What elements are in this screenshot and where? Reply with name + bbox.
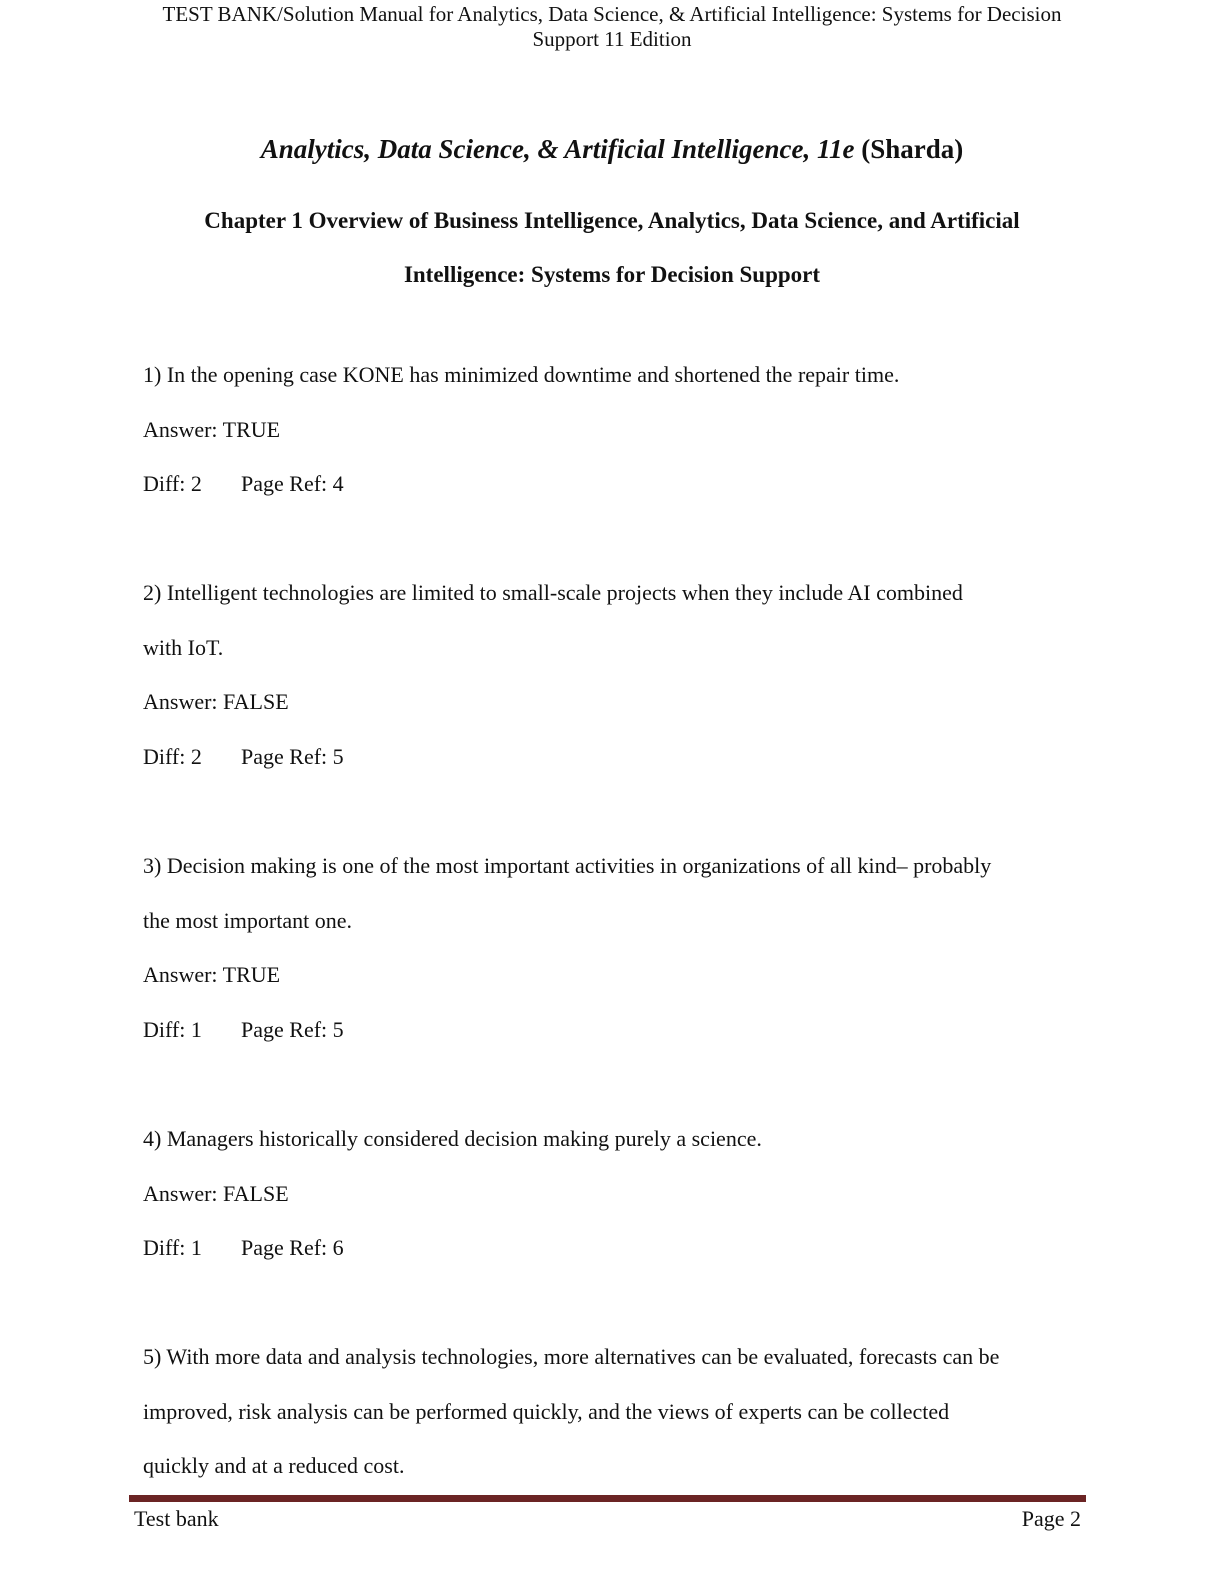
footer-divider xyxy=(129,1495,1086,1502)
page-header-line-1: TEST BANK/Solution Manual for Analytics, Data Science, & Artificial Intelligence: Systems for Decision xyxy=(162,2,1062,26)
book-title xyxy=(0,131,1224,167)
answer: Answer: TRUE xyxy=(143,416,281,442)
difficulty: Diff: 1 xyxy=(143,1235,202,1260)
page-reference: Page Ref: 5 xyxy=(241,743,344,769)
page-reference: Page Ref: 5 xyxy=(241,1016,344,1042)
question-text: 3) Decision making is one of the most important activities in organizations of all kind– probably xyxy=(143,853,992,878)
question-5 xyxy=(143,1330,1083,1494)
answer: Answer: FALSE xyxy=(143,689,289,714)
question-text: quickly and at a reduced cost. xyxy=(143,1453,405,1478)
difficulty: Diff: 1 xyxy=(143,1016,202,1042)
page-reference: Page Ref: 6 xyxy=(241,1235,344,1260)
question-4 xyxy=(143,1112,1083,1276)
page-header xyxy=(0,2,1224,52)
question-text: the most important one. xyxy=(143,907,352,933)
question-1 xyxy=(143,348,1083,512)
answer: Answer: TRUE xyxy=(143,962,281,987)
footer-label: Test bank xyxy=(134,1506,219,1531)
chapter-heading-line-1: Chapter 1 Overview of Business Intelligence, Analytics, Data Science, and Artificial xyxy=(204,208,1020,233)
question-meta xyxy=(143,1221,1083,1276)
question-meta xyxy=(143,457,1083,512)
question-meta xyxy=(143,730,1083,785)
question-text: 5) With more data and analysis technologies, more alternatives can be evaluated, forecasts can be xyxy=(143,1344,1000,1369)
page-header-line-2: Support 11 Edition xyxy=(532,27,692,51)
chapter-heading-line-2: Intelligence: Systems for Decision Support xyxy=(403,262,821,287)
page-number: Page 2 xyxy=(1021,1506,1081,1531)
page-reference: Page Ref: 4 xyxy=(241,471,344,496)
book-title-italic: Analytics, Data Science, & Artificial Intelligence, 11e xyxy=(260,134,855,164)
question-text: with IoT. xyxy=(143,634,224,660)
book-author: (Sharda) xyxy=(861,134,964,164)
question-text: 2) Intelligent technologies are limited to small-scale projects when they include AI combined xyxy=(143,580,963,605)
question-text: improved, risk analysis can be performed quickly, and the views of experts can be collected xyxy=(143,1398,950,1424)
question-text: 4) Managers historically considered decision making purely a science. xyxy=(143,1126,762,1151)
chapter-heading xyxy=(0,194,1224,302)
question-meta xyxy=(143,1003,1083,1058)
question-text: 1) In the opening case KONE has minimized downtime and shortened the repair time. xyxy=(143,362,900,387)
question-3 xyxy=(143,839,1083,1057)
difficulty: Diff: 2 xyxy=(143,471,202,496)
difficulty: Diff: 2 xyxy=(143,743,202,769)
question-2 xyxy=(143,566,1083,784)
answer: Answer: FALSE xyxy=(143,1180,289,1206)
